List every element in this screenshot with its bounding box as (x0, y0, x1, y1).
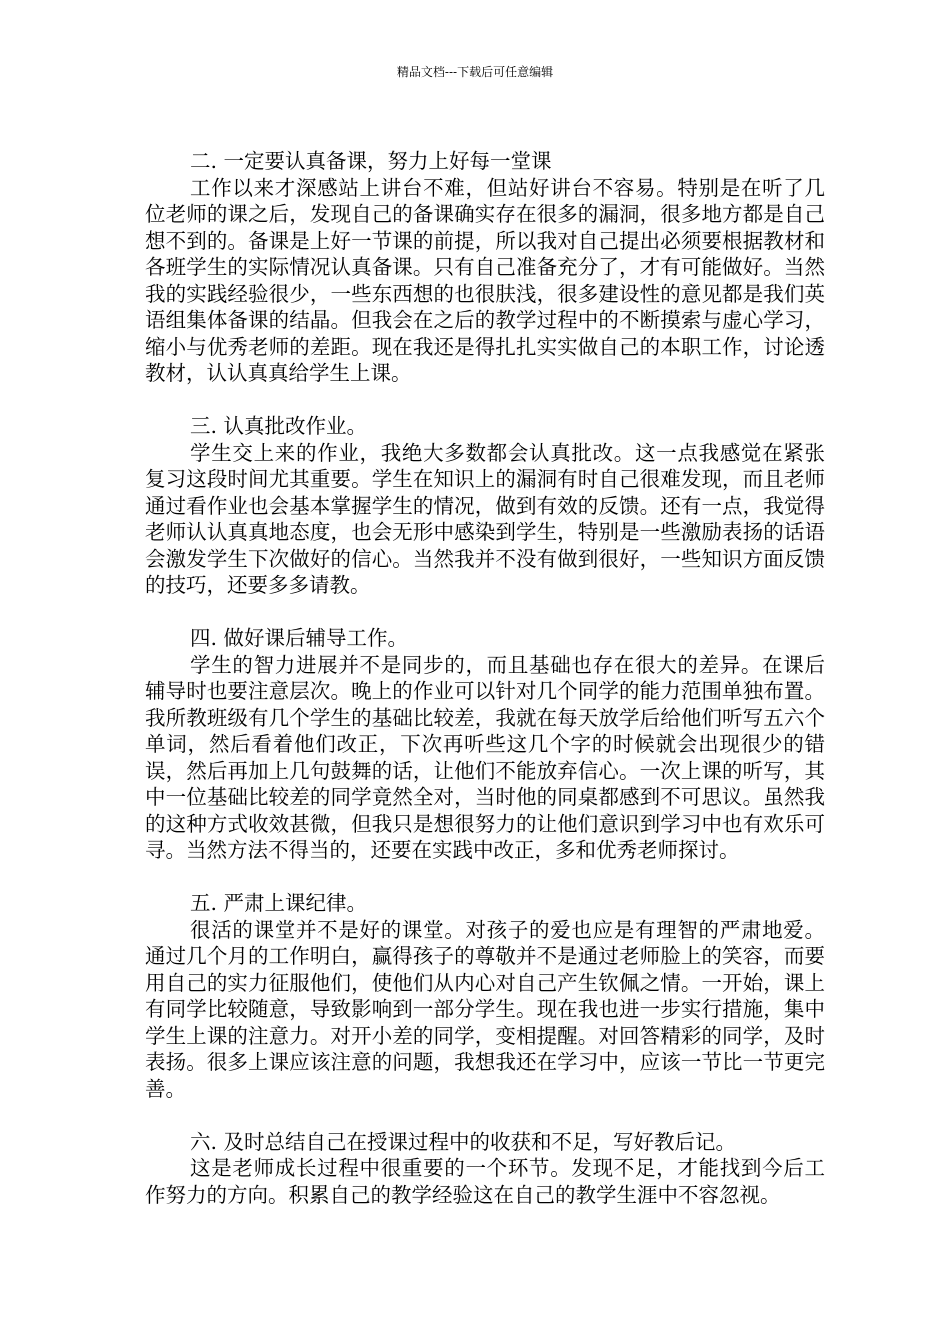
section-heading: 三. 认真批改作业。 (190, 414, 368, 438)
section-paragraph: 这是老师成长过程中很重要的一个环节。发现不足，才能找到今后工作努力的方向。积累自己的教学经验这在自己的教学生涯中不容忽视。 (145, 1156, 825, 1207)
section-heading: 二. 一定要认真备课，努力上好每一堂课 (190, 149, 552, 173)
section-6 (145, 1129, 825, 1209)
section-2 (145, 148, 825, 387)
section-heading: 四. 做好课后辅导工作。 (190, 626, 409, 650)
section-heading: 五. 严肃上课纪律。 (190, 891, 368, 915)
section-4 (145, 625, 825, 864)
section-paragraph: 很活的课堂并不是好的课堂。对孩子的爱也应是有理智的严肃地爱。通过几个月的工作明白，赢得孩子的尊敬并不是通过老师脸上的笑容，而要用自己的实力征服他们，使他们从内心对自己产生钦佩之情。一开始，课上有同学比较随意，导致影响到一部分学生。现在我也进一步实行措施，集中学生上课的注意力。对开小差的同学，变相提醒。对回答精彩的同学，及时表扬。很多上课应该注意的问题，我想我还在学习中，应该一节比一节更完善。 (145, 917, 825, 1101)
section-5 (145, 890, 825, 1102)
section-heading: 六. 及时总结自己在授课过程中的收获和不足，写好教后记。 (190, 1129, 737, 1154)
section-paragraph: 学生的智力进展并不是同步的，而且基础也存在很大的差异。在课后辅导时也要注意层次。晚上的作业可以针对几个同学的能力范围单独布置。我所教班级有几个学生的基础比较差，我就在每天放学后给他们听写五六个单词，然后看着他们改正，下次再听些这几个字的时候就会出现很少的错误，然后再加上几句鼓舞的话，让他们不能放弃信心。一次上课的听写，其中一位基础比较差的同学竟然全对，当时他的同桌都感到不可思议。虽然我的这种方式收效甚微，但我只是想很努力的让他们意识到学习中也有欢乐可寻。当然方法不得当的，还要在实践中改正，多和优秀老师探讨。 (145, 652, 825, 862)
document-body (145, 148, 825, 1235)
section-paragraph: 工作以来才深感站上讲台不难，但站好讲台不容易。特别是在听了几位老师的课之后，发现自己的备课确实存在很多的漏洞，很多地方都是自己想不到的。备课是上好一节课的前提，所以我对自己提出必须要根据教材和各班学生的实际情况认真备课。只有自己准备充分了，才有可能做好。当然我的实践经验很少，一些东西想的也很肤浅，很多建设性的意见都是我们英语组集体备课的结晶。但我会在之后的教学过程中的不断摸索与虚心学习，缩小与优秀老师的差距。现在我还是得扎扎实实做自己的本职工作，讨论透教材，认认真真给学生上课。 (145, 175, 825, 385)
section-paragraph: 学生交上来的作业，我绝大多数都会认真批改。这一点我感觉在紧张复习这段时间尤其重要。学生在知识上的漏洞有时自己很难发现，而且老师通过看作业也会基本掌握学生的情况，做到有效的反馈。还有一点，我觉得老师认认真真地态度，也会无形中感染到学生，特别是一些激励表扬的话语会激发学生下次做好的信心。当然我并不没有做到很好，一些知识方面反馈的技巧，还要多多请教。 (145, 440, 825, 597)
document-header-note: 精品文档---下载后可任意编辑 (396, 65, 554, 79)
section-3 (145, 413, 825, 599)
